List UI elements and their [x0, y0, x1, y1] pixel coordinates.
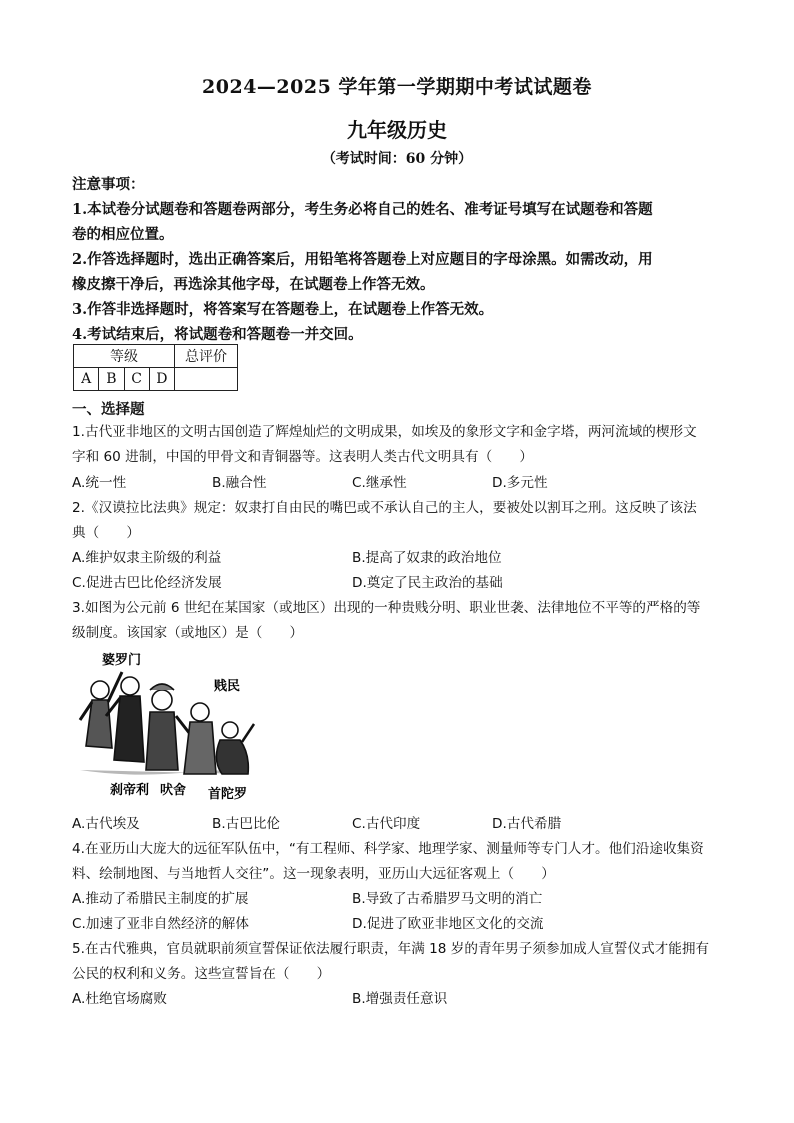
option-d[interactable]: D.奠定了民主政治的基础: [352, 575, 503, 591]
notes-heading: 注意事项：: [72, 176, 145, 193]
note-line: 1.本试卷分试题卷和答题卷两部分，考生务必将自己的姓名、准考证号填写在试题卷和答题: [72, 201, 653, 218]
option-c[interactable]: C.加速了亚非自然经济的解体: [72, 916, 249, 932]
question-text: 级制度。该国家（或地区）是（ ）: [72, 625, 304, 641]
question-text: 1.古代亚非地区的文明古国创造了辉煌灿烂的文明成果，如埃及的象形文字和金字塔，两河流域的楔形文: [72, 424, 697, 440]
question-text: 字和 60 进制，中国的甲骨文和青铜器等。这表明人类古代文明具有（ ）: [72, 449, 533, 465]
grade-cell-d: D: [149, 368, 174, 391]
grade-cell-c: C: [124, 368, 149, 391]
question-4: [72, 837, 724, 887]
total-cell: [175, 368, 238, 391]
exam-title: 2024—2025 学年第一学期期中考试试题卷: [202, 76, 592, 98]
caste-illustration: [72, 650, 262, 810]
option-b[interactable]: B.融合性: [212, 475, 267, 491]
question-4-options-row1: [72, 887, 732, 912]
exam-time: （考试时间：60 分钟）: [321, 151, 473, 167]
grade-header: 等级: [74, 345, 175, 368]
note-line: 2.作答选择题时，选出正确答案后，用铅笔将答题卷上对应题目的字母涂黑。如需改动，用: [72, 251, 653, 268]
question-1: [72, 420, 724, 470]
label-untouchable: 贱民: [214, 679, 241, 694]
label-vaishya: 吠舍: [160, 783, 187, 798]
question-text: 4.在亚历山大庞大的远征军队伍中，“有工程师、科学家、地理学家、测量师等专门人才。他们沿途收集资: [72, 841, 704, 857]
notes-block: [72, 172, 722, 347]
question-5: [72, 937, 724, 987]
question-2: [72, 496, 724, 546]
option-b[interactable]: B.导致了古希腊罗马文明的消亡: [352, 891, 543, 907]
option-a[interactable]: A.统一性: [72, 475, 127, 491]
question-4-options-row2: [72, 912, 732, 937]
question-3: [72, 596, 724, 646]
note-line: 橡皮擦干净后，再选涂其他字母，在试题卷上作答无效。: [72, 276, 435, 293]
label-brahmin: 婆罗门: [102, 653, 142, 668]
question-2-options-row2: [72, 571, 732, 596]
question-1-options: [72, 471, 732, 496]
question-text: 料、绘制地图、与当地哲人交往”。这一现象表明，亚历山大远征客观上（ ）: [72, 866, 555, 882]
option-b[interactable]: B.古巴比伦: [212, 816, 281, 832]
note-line: 卷的相应位置。: [72, 226, 174, 243]
question-2-options-row1: [72, 546, 732, 571]
grade-table: [73, 344, 238, 391]
question-text: 2.《汉谟拉比法典》规定：奴隶打自由民的嘴巴或不承认自己的主人，要被处以割耳之刑。这反映了该法: [72, 500, 697, 516]
question-text: 5.在古代雅典，官员就职前须宣誓保证依法履行职责，年满 18 岁的青年男子须参加成人宣誓仪式才能拥有: [72, 941, 710, 957]
option-c[interactable]: C.古代印度: [352, 816, 421, 832]
option-a[interactable]: A.推动了希腊民主制度的扩展: [72, 891, 249, 907]
question-text: 典（ ）: [72, 525, 140, 541]
option-a[interactable]: A.古代埃及: [72, 816, 140, 832]
option-d[interactable]: D.多元性: [492, 475, 548, 491]
note-line: 4.考试结束后，将试题卷和答题卷一并交回。: [72, 326, 363, 343]
label-shudra: 首陀罗: [208, 787, 248, 802]
option-c[interactable]: C.继承性: [352, 475, 407, 491]
option-b[interactable]: B.增强责任意识: [352, 991, 448, 1007]
option-c[interactable]: C.促进古巴比伦经济发展: [72, 575, 222, 591]
grade-cell-a: A: [74, 368, 99, 391]
total-header: 总评价: [175, 345, 238, 368]
option-d[interactable]: D.促进了欧亚非地区文化的交流: [352, 916, 544, 932]
question-3-options: [72, 812, 732, 837]
option-a[interactable]: A.杜绝官场腐败: [72, 991, 167, 1007]
option-d[interactable]: D.古代希腊: [492, 816, 562, 832]
question-text: 公民的权利和义务。这些宣誓旨在（ ）: [72, 966, 331, 982]
grade-cell-b: B: [99, 368, 124, 391]
question-text: 3.如图为公元前 6 世纪在某国家（或地区）出现的一种贵贱分明、职业世袭、法律地位不平等的严格的等: [72, 600, 701, 616]
option-a[interactable]: A.维护奴隶主阶级的利益: [72, 550, 222, 566]
label-kshatriya: 刹帝利: [110, 783, 150, 798]
note-line: 3.作答非选择题时，将答案写在答题卷上，在试题卷上作答无效。: [72, 301, 494, 318]
section-title: 一、选择题: [72, 401, 145, 418]
question-5-options: [72, 987, 732, 1012]
exam-subject: 九年级历史: [347, 118, 447, 142]
option-b[interactable]: B.提高了奴隶的政治地位: [352, 550, 502, 566]
